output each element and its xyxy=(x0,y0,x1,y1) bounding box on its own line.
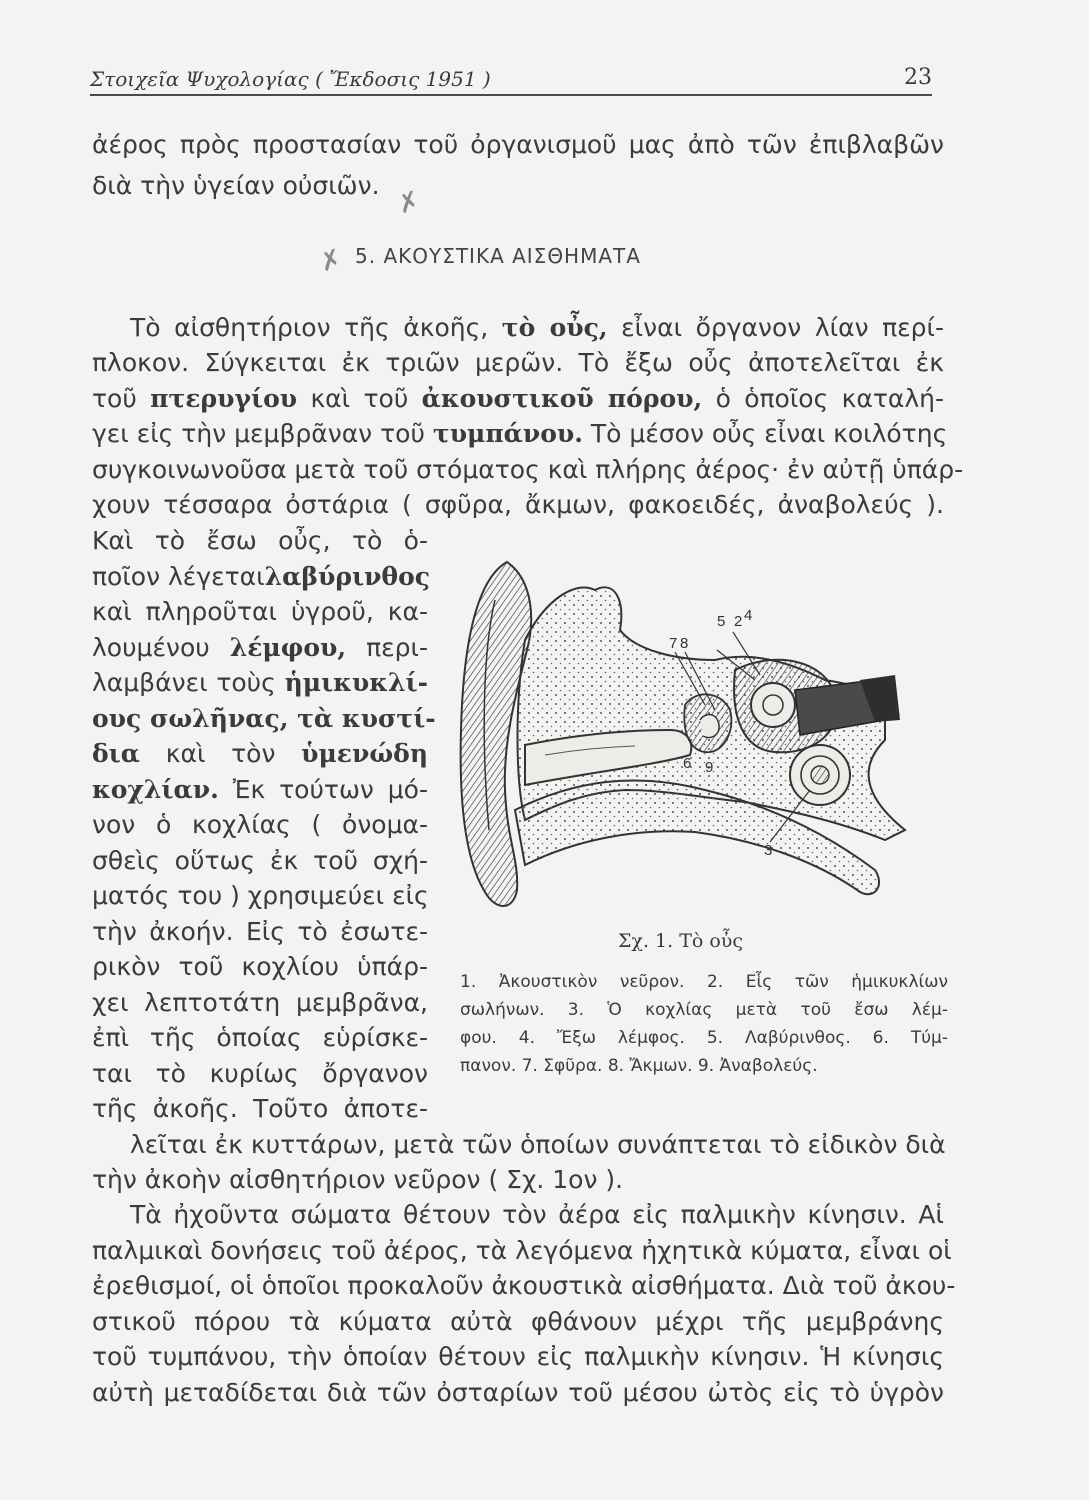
figure-caption-line: 1. Ἀκουστικὸν νεῦρον. 2. Εἷς τῶν ἡμικυκλίων xyxy=(460,972,948,992)
text-line: τοῦ πτερυγίου καὶ τοῦ ἀκουστικοῦ πόρου, ὁ ὁποῖος καταλή- xyxy=(92,384,945,413)
text-line: τὴν ἀκοήν. Εἰς τὸ ἐσωτε- xyxy=(92,917,428,946)
text-line: καὶ πληροῦται ὑγροῦ, κα- xyxy=(92,597,428,626)
text-line: Καὶ τὸ ἔσω οὖς, τὸ ὁ- xyxy=(92,526,428,555)
text-line: ται τὸ κυρίως ὄργανον xyxy=(92,1059,428,1088)
text-line: τῆς ἀκοῆς. Τοῦτο ἀποτε- xyxy=(92,1094,428,1123)
text-line: σθεὶς οὕτως ἐκ τοῦ σχή- xyxy=(92,846,428,875)
text-line: ρικὸν τοῦ κοχλίου ὑπάρ- xyxy=(92,952,428,981)
term-tympanon: τυμπάνου. xyxy=(432,419,583,448)
figure-caption-line: φου. 4. Ἔξω λέμφος. 5. Λαβύρινθος. 6. Τύμ- xyxy=(460,1028,948,1048)
text-line: Τὰ ἠχοῦντα σώματα θέτουν τὸν ἀέρα εἰς παλμικὴν κίνησιν. Αἱ xyxy=(130,1200,944,1229)
term-pterygion: πτερυγίου xyxy=(150,384,298,413)
text-line: ματός του ) χρησιμεύει εἰς xyxy=(92,881,429,910)
term-imikyklioi: ἡμικυκλί- xyxy=(284,668,428,697)
text-line: γει εἰς τὴν μεμβρᾶναν τοῦ τυμπάνου. Τὸ μέσον οὖς εἶναι κοιλότης xyxy=(92,419,948,448)
text-line: ἀέρος πρὸς προστασίαν τοῦ ὀργανισμοῦ μας ἀπὸ τῶν ἐπιβλαβῶν xyxy=(92,130,944,159)
text-line: τὴν ἀκοὴν αἰσθητήριον νεῦρον ( Σχ. 1ον ). xyxy=(92,1165,624,1194)
text-line: κοχλίαν. Ἐκ τούτων μό- xyxy=(92,775,428,804)
text-line: ποῖον λέγεταιλαβύρινθος xyxy=(92,562,430,591)
figure-caption-title: Σχ. 1. Τὸ οὖς xyxy=(618,930,743,952)
term-kochlias: κοχλίαν. xyxy=(92,775,219,804)
term-ymenodi: ὑμενώδη xyxy=(301,739,428,768)
label-4: 4 xyxy=(744,607,753,624)
text-line: νον ὁ κοχλίας ( ὀνομα- xyxy=(92,810,428,839)
pencil-mark-icon: ✗ xyxy=(393,185,424,221)
figure-caption-line: σωλήνων. 3. Ὁ κοχλίας μετὰ τοῦ ἔσω λέμ- xyxy=(460,1000,948,1020)
label-5: 5 xyxy=(717,613,726,630)
text-line: λαμβάνει τοὺς ἡμικυκλί- xyxy=(92,668,428,697)
text-line: τοῦ τυμπάνου, τὴν ὁποίαν θέτουν εἰς παλμικὴν κίνησιν. Ἡ κίνησις xyxy=(92,1342,944,1371)
label-6: 6 xyxy=(683,755,692,772)
term-solines-kystidia: ους σωλῆνας, τὰ κυστί- xyxy=(92,704,436,733)
page-number: 23 xyxy=(904,65,932,90)
ear-diagram xyxy=(455,540,925,935)
label-1: 1 xyxy=(892,702,901,719)
section-heading: 5. ΑΚΟΥΣΤΙΚΑ ΑΙΣΘΗΜΑΤΑ xyxy=(355,244,641,268)
running-header xyxy=(90,62,932,96)
text-line: παλμικαὶ δονήσεις τοῦ ἀέρος, τὰ λεγόμενα ἠχητικὰ κύματα, εἶναι οἱ xyxy=(92,1236,952,1265)
text-line: ἐπὶ τῆς ὁποίας εὑρίσκε- xyxy=(92,1023,428,1052)
text-line: λουμένου λέμφου, περι- xyxy=(92,633,428,662)
text-line: αὐτὴ μεταδίδεται διὰ τῶν ὀσταρίων τοῦ μέσου ὠτὸς εἰς τὸ ὑγρὸν xyxy=(92,1378,944,1407)
text-line: δια καὶ τὸν ὑμενώδη xyxy=(92,739,428,768)
text-line: συγκοινωνοῦσα μετὰ τοῦ στόματος καὶ πλήρης ἀέρος· ἐν αὐτῇ ὑπάρ- xyxy=(92,455,964,484)
label-7: 7 xyxy=(669,635,678,652)
figure-caption-line: πανον. 7. Σφῦρα. 8. Ἄκμων. 9. Ἀναβολεύς. xyxy=(460,1056,818,1076)
term-ous: τὸ οὖς, xyxy=(501,313,608,342)
header-title: Στοιχεῖα Ψυχολογίας ( Ἔκδοσις 1951 ) xyxy=(90,67,491,91)
term-akoustikos-poros: ἀκουστικοῦ πόρου, xyxy=(421,384,703,413)
label-9: 9 xyxy=(705,759,714,776)
text-line: διὰ τὴν ὑγείαν οὐσιῶν. xyxy=(92,171,380,200)
cochlea-shape xyxy=(790,745,850,805)
text-line: πλοκον. Σύγκειται ἐκ τριῶν μερῶν. Τὸ ἔξω οὖς ἀποτελεῖται ἐκ xyxy=(92,348,944,377)
term-lemfos: λέμφου, xyxy=(229,633,347,662)
pencil-mark-icon: ✗ xyxy=(315,243,346,279)
text-line: στικοῦ πόρου τὰ κύματα αὐτὰ φθάνουν μέχρι τῆς μεμβράνης xyxy=(92,1307,944,1336)
label-8: 8 xyxy=(680,635,689,652)
text-line: Τὸ αἰσθητήριον τῆς ἀκοῆς, τὸ οὖς, εἶναι ὄργανον λίαν περί- xyxy=(130,313,945,342)
label-3: 3 xyxy=(764,842,773,859)
term-labyrinthos: λαβύρινθος xyxy=(264,562,430,591)
text-line: χουν τέσσαρα ὀστάρια ( σφῦρα, ἄκμων, φακοειδές, ἀναβολεύς ). xyxy=(92,490,944,519)
text-line: χει λεπτοτάτη μεμβρᾶνα, xyxy=(92,988,428,1017)
text-line: ἐρεθισμοί, οἱ ὁποῖοι προκαλοῦν ἀκουστικὰ αἰσθήματα. Διὰ τοῦ ἀκου- xyxy=(92,1271,956,1300)
label-2: 2 xyxy=(734,613,743,630)
text-line xyxy=(92,704,436,734)
middle-ear-shape xyxy=(684,694,731,752)
text-line: λεῖται ἐκ κυττάρων, μετὰ τῶν ὁποίων συνάπτεται τὸ εἰδικὸν διὰ xyxy=(130,1130,946,1159)
